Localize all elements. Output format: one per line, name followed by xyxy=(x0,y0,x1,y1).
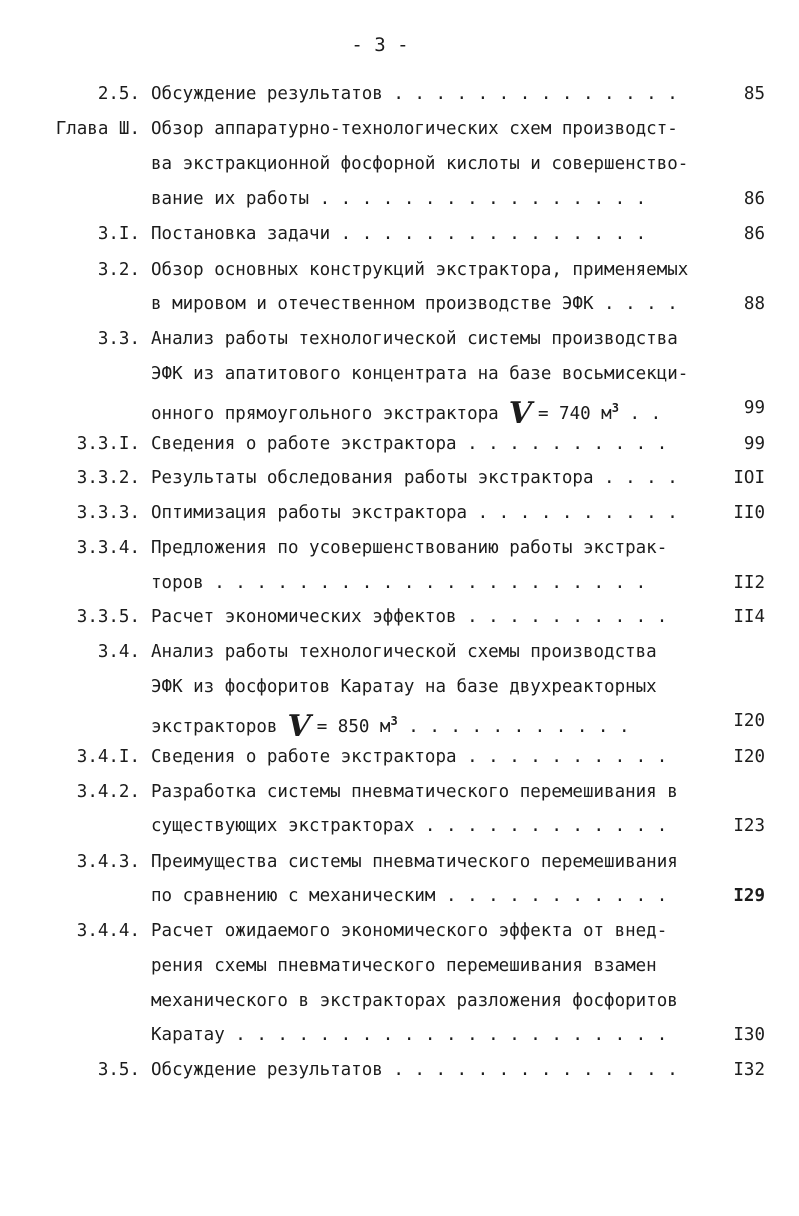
toc-text: Расчет экономических эффектов . . . . . . . . . . xyxy=(151,607,668,627)
toc-text: Сведения о работе экстрактора . . . . . . . . . . xyxy=(151,747,668,767)
toc-page: I20 xyxy=(733,711,765,731)
toc-text: вание их работы . . . . . . . . . . . . . . . . xyxy=(151,189,647,209)
toc-number: 3.3.3. xyxy=(76,503,140,523)
toc-text: Предложения по усовершенствованию работы экстрак- xyxy=(151,538,668,558)
toc-text: Результаты обследования работы экстрактора . . . . xyxy=(151,468,678,488)
toc-text: Обзор основных конструкций экстрактора, применяемых xyxy=(151,260,689,280)
toc-number: 3.3.2. xyxy=(76,468,140,488)
toc-text: Обсуждение результатов . . . . . . . . . . . . . . xyxy=(151,84,678,104)
toc-page: I32 xyxy=(733,1060,765,1080)
toc-text-prefix: онного прямоугольного экстрактора xyxy=(151,404,499,424)
toc-text: в мировом и отечественном производстве ЭФК . . . . xyxy=(151,294,678,314)
toc-text: торов . . . . . . . . . . . . . . . . . . . . . xyxy=(151,573,647,593)
toc-page: 86 xyxy=(743,189,765,209)
toc-text: Анализ работы технологической системы производства xyxy=(151,329,678,349)
volume-value: = 850 м xyxy=(316,717,391,737)
volume-symbol: V xyxy=(287,709,311,744)
toc-page: IOI xyxy=(733,468,765,488)
toc-text-prefix: экстракторов xyxy=(151,717,278,737)
toc-text: по сравнению с механическим . . . . . . . . . . . xyxy=(151,886,668,906)
toc-number: 3.4.3. xyxy=(76,852,140,872)
toc-text: ЭФК из апатитового концентрата на базе восьмисекци- xyxy=(151,364,689,384)
page-number: - 3 - xyxy=(351,34,409,56)
toc-dots: . . . . . . . . . . . xyxy=(397,717,630,737)
toc-number: 3.4.4. xyxy=(76,921,140,941)
toc-text: Расчет ожидаемого экономического эффекта от внед- xyxy=(151,921,668,941)
toc-number: 3.4.2. xyxy=(76,782,140,802)
toc-number: 3.3.5. xyxy=(76,607,140,627)
toc-text: ва экстракционной фосфорной кислоты и совершенство- xyxy=(151,154,689,174)
volume-exponent: 3 xyxy=(390,714,398,728)
toc-text: Преимущества системы пневматического перемешивания xyxy=(151,852,678,872)
toc-page: II0 xyxy=(733,503,765,523)
volume-exponent: 3 xyxy=(611,401,619,415)
toc-text: существующих экстракторах . . . . . . . . . . . . xyxy=(151,816,668,836)
toc-text-volume xyxy=(151,707,630,744)
toc-number: 3.3.4. xyxy=(76,538,140,558)
toc-text: механического в экстракторах разложения фосфоритов xyxy=(151,991,678,1011)
toc-number: 3.3. xyxy=(97,329,140,349)
toc-text: Оптимизация работы экстрактора . . . . . . . . . . xyxy=(151,503,678,523)
toc-page: 99 xyxy=(743,434,765,454)
toc-page: I23 xyxy=(733,816,765,836)
toc-number: Глава Ш. xyxy=(55,119,140,139)
toc-text-volume xyxy=(151,394,662,431)
toc-page: I29 xyxy=(733,886,765,906)
toc-number: 3.I. xyxy=(97,224,140,244)
toc-number: 3.4. xyxy=(97,642,140,662)
toc-page: 85 xyxy=(743,84,765,104)
volume-symbol: V xyxy=(508,396,532,431)
toc-text: Каратау . . . . . . . . . . . . . . . . . . . . . xyxy=(151,1025,668,1045)
toc-text: ЭФК из фосфоритов Каратау на базе двухреакторных xyxy=(151,677,657,697)
toc-number: 3.4.I. xyxy=(76,747,140,767)
toc-text: Анализ работы технологической схемы производства xyxy=(151,642,657,662)
toc-text: Разработка системы пневматического перемешивания в xyxy=(151,782,678,802)
toc-text: Постановка задачи . . . . . . . . . . . . . . . xyxy=(151,224,647,244)
toc-page: I20 xyxy=(733,747,765,767)
toc-number: 3.2. xyxy=(97,260,140,280)
toc-number: 3.5. xyxy=(97,1060,140,1080)
volume-value: = 740 м xyxy=(537,404,612,424)
toc-page: II4 xyxy=(733,607,765,627)
toc-text: рения схемы пневматического перемешивания взамен xyxy=(151,956,657,976)
toc-number: 3.3.I. xyxy=(76,434,140,454)
toc-text: Сведения о работе экстрактора . . . . . . . . . . xyxy=(151,434,668,454)
toc-page: II2 xyxy=(733,573,765,593)
toc-dots: . . xyxy=(618,404,662,424)
toc-text: Обзор аппаратурно-технологических схем производст- xyxy=(151,119,678,139)
toc-page: 86 xyxy=(743,224,765,244)
toc-number: 2.5. xyxy=(97,84,140,104)
toc-page: 99 xyxy=(743,398,765,418)
toc-text: Обсуждение результатов . . . . . . . . . . . . . . xyxy=(151,1060,678,1080)
toc-page: 88 xyxy=(743,294,765,314)
toc-page: I30 xyxy=(733,1025,765,1045)
